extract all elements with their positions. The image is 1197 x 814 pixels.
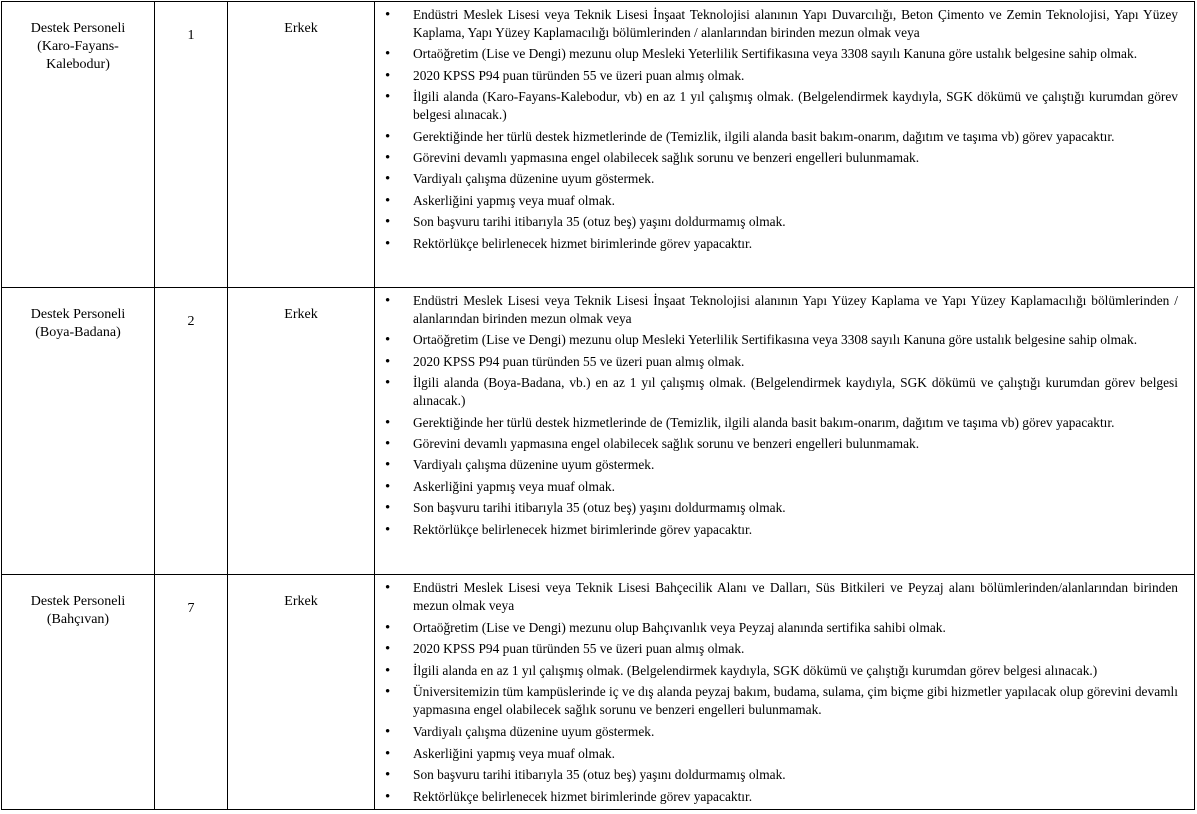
requirement-item: • Ortaöğretim (Lise ve Dengi) mezunu olup Bahçıvanlık veya Peyzaj alanında sertifika sahibi olmak. [375, 619, 1178, 637]
requirement-item: • Görevini devamlı yapmasına engel olabilecek sağlık sorunu ve benzeri engelleri bulunmamak. [375, 435, 1178, 453]
gender-cell: Erkek [228, 2, 375, 288]
positions-table [1, 1, 1195, 810]
requirement-item: • Vardiyalı çalışma düzenine uyum göstermek. [375, 456, 1178, 474]
requirement-item: • Gerektiğinde her türlü destek hizmetlerinde de (Temizlik, ilgili alanda basit bakım-onarım, dağıtım ve taşıma vb) görev yapacaktır. [375, 128, 1178, 146]
requirements-list [375, 288, 1194, 539]
requirement-item: • Rektörlükçe belirlenecek hizmet birimlerinde görev yapacaktır. [375, 235, 1178, 253]
position-line: (Bahçıvan) [46, 612, 110, 627]
count-cell: 2 [155, 288, 228, 575]
requirement-item: • Rektörlükçe belirlenecek hizmet birimlerinde görev yapacaktır. [375, 788, 1178, 806]
gender-cell: Erkek [228, 575, 375, 810]
requirements-cell [375, 2, 1195, 288]
requirement-item: • Son başvuru tarihi itibarıyla 35 (otuz beş) yaşını doldurmamış olmak. [375, 213, 1178, 231]
requirement-item: • Ortaöğretim (Lise ve Dengi) mezunu olup Mesleki Yeterlilik Sertifikasına veya 3308 sayılı Kanuna göre ustalık belgesine sahip olmak. [375, 45, 1178, 63]
count-cell: 7 [155, 575, 228, 810]
requirement-item: • İlgili alanda (Boya-Badana, vb.) en az 1 yıl çalışmış olmak. (Belgelendirmek kaydıyla, SGK dökümü ve çalıştığı kurumdan görev belgesi alınacak.) [375, 374, 1178, 410]
position-line: Destek Personeli [30, 594, 126, 609]
requirement-item: • Askerliğini yapmış veya muaf olmak. [375, 192, 1178, 210]
requirement-item: • Vardiyalı çalışma düzenine uyum göstermek. [375, 170, 1178, 188]
position-cell [2, 288, 155, 575]
position-cell [2, 2, 155, 288]
count-cell: 1 [155, 2, 228, 288]
position-cell [2, 575, 155, 810]
requirement-item: • Ortaöğretim (Lise ve Dengi) mezunu olup Mesleki Yeterlilik Sertifikasına veya 3308 sayılı Kanuna göre ustalık belgesine sahip olmak. [375, 331, 1178, 349]
requirement-item: • Üniversitemizin tüm kampüslerinde iç ve dış alanda peyzaj bakım, budama, sulama, çim biçme gibi hizmetler yapılacak olup görevini devamlı yapmasına engel olabilecek sağlık sorunu ve benzeri engelleri bulunmamak. [375, 683, 1178, 719]
gender-cell: Erkek [228, 288, 375, 575]
requirement-item: • İlgili alanda en az 1 yıl çalışmış olmak. (Belgelendirmek kaydıyla, SGK dökümü ve çalıştığı kurumdan görev belgesi alınacak.) [375, 662, 1178, 680]
requirement-item: • Görevini devamlı yapmasına engel olabilecek sağlık sorunu ve benzeri engelleri bulunmamak. [375, 149, 1178, 167]
requirement-item: • Vardiyalı çalışma düzenine uyum göstermek. [375, 723, 1178, 741]
position-line: (Boya-Badana) [35, 325, 121, 340]
requirement-item: • Askerliğini yapmış veya muaf olmak. [375, 745, 1178, 763]
requirement-item: • 2020 KPSS P94 puan türünden 55 ve üzeri puan almış olmak. [375, 67, 1178, 85]
requirement-item: • Endüstri Meslek Lisesi veya Teknik Lisesi Bahçecilik Alanı ve Dalları, Süs Bitkileri ve Peyzaj alanı bölümlerinden/alanlarından birinden mezun olmak veya [375, 579, 1178, 615]
requirements-list [375, 2, 1194, 253]
table-row [2, 2, 1195, 288]
requirement-item: • Endüstri Meslek Lisesi veya Teknik Lisesi İnşaat Teknolojisi alanının Yapı Yüzey Kaplama ve Yapı Yüzey Kaplamacılığı bölümlerinden / alanlarından birinden mezun olmak veya [375, 292, 1178, 328]
requirement-item: • Gerektiğinde her türlü destek hizmetlerinde de (Temizlik, ilgili alanda basit bakım-onarım, dağıtım ve taşıma vb) görev yapacaktır. [375, 414, 1178, 432]
position-line: Destek Personeli [30, 21, 126, 36]
position-line: Destek Personeli [30, 307, 126, 322]
requirement-item: • Rektörlükçe belirlenecek hizmet birimlerinde görev yapacaktır. [375, 521, 1178, 539]
table-row [2, 288, 1195, 575]
requirement-item: • İlgili alanda (Karo-Fayans-Kalebodur, vb) en az 1 yıl çalışmış olmak. (Belgelendirmek kaydıyla, SGK dökümü ve çalıştığı kurumdan görev belgesi alınacak.) [375, 88, 1178, 124]
requirements-cell [375, 575, 1195, 810]
requirement-item: • 2020 KPSS P94 puan türünden 55 ve üzeri puan almış olmak. [375, 640, 1178, 658]
requirement-item: • Son başvuru tarihi itibarıyla 35 (otuz beş) yaşını doldurmamış olmak. [375, 499, 1178, 517]
requirement-item: • 2020 KPSS P94 puan türünden 55 ve üzeri puan almış olmak. [375, 353, 1178, 371]
requirement-item: • Endüstri Meslek Lisesi veya Teknik Lisesi İnşaat Teknolojisi alanının Yapı Duvarcılığı, Beton Çimento ve Zemin Teknolojisi, Yapı Yüzey Kaplama, Yapı Yüzey Kaplamacılığı bölümlerinden / alanlarından birinden mezun olmak veya [375, 6, 1178, 42]
requirements-cell [375, 288, 1195, 575]
requirements-list [375, 575, 1194, 806]
requirement-item: • Son başvuru tarihi itibarıyla 35 (otuz beş) yaşını doldurmamış olmak. [375, 766, 1178, 784]
requirement-item: • Askerliğini yapmış veya muaf olmak. [375, 478, 1178, 496]
table-row [2, 575, 1195, 810]
position-line: (Karo-Fayans- [37, 39, 119, 54]
position-line: Kalebodur) [46, 57, 110, 72]
